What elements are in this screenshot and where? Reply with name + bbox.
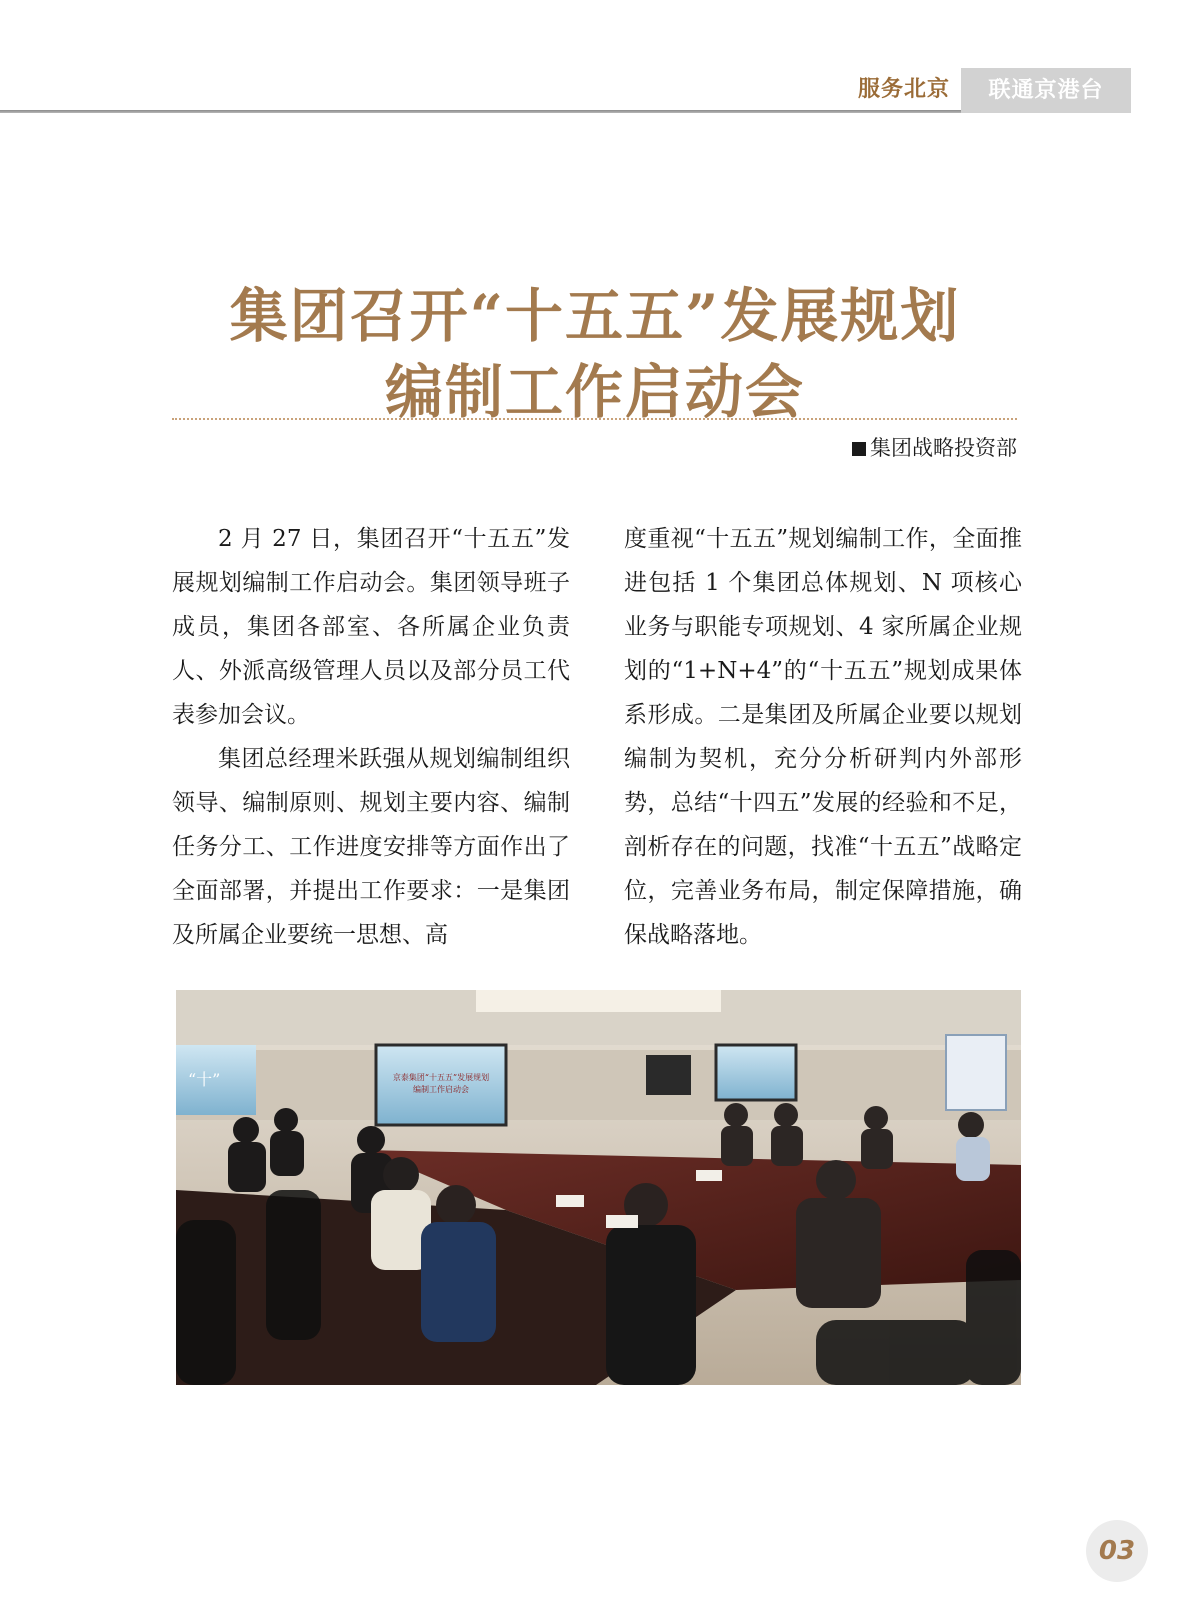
paragraph: 集团总经理米跃强从规划编制组织领导、编制原则、规划主要内容、编制任务分工、工作进度安排等方面作出了全面部署，并提出工作要求：一是集团及所属企业要统一思想、高 [172, 746, 570, 948]
back-wall-panels [176, 1050, 1021, 1120]
ceiling-light [476, 990, 721, 1012]
right-column [624, 517, 1022, 957]
left-column [172, 517, 570, 957]
center-screen-title: 京泰集团“十五五”发展规划 [392, 1073, 490, 1082]
article-title [120, 278, 1070, 430]
small-monitor [646, 1055, 691, 1095]
notice-board [946, 1035, 1006, 1110]
left-screen-text: “十” [188, 1070, 221, 1089]
paragraph: 2 月 27 日，集团召开“十五五”发展规划编制工作启动会。集团领导班子成员，集团各部室、各所属企业负责人、外派高级管理人员以及部分员工代表参加会议。 [172, 526, 570, 728]
paragraph: 度重视“十五五”规划编制工作，全面推进包括 1 个集团总体规划、N 项核心业务与职能专项规划、4 家所属企业规划的“1+N+4”的“十五五”规划成果体系形成。二是集团及所属企业要以规划编制为契机，充分分析研判内外部形势，总结“十四五”发展的经验和不足，剖析存在的问题，找准“十五五”战略定位，完善业务布局，制定保障措施，确保战略落地。 [624, 526, 1022, 948]
section-label: 服务北京 [858, 77, 951, 102]
center-screen-subtitle: 编制工作启动会 [413, 1085, 469, 1094]
title-line-1: 集团召开“十五五”发展规划 [229, 282, 961, 350]
title-divider [172, 418, 1017, 420]
meeting-photo [176, 990, 1021, 1385]
meeting-illustration [176, 990, 1021, 1385]
right-screen [716, 1045, 796, 1100]
byline [852, 432, 1017, 462]
byline-text: 集团战略投资部 [870, 436, 1017, 460]
title-line-2: 编制工作启动会 [384, 358, 805, 426]
page-number: 03 [1086, 1520, 1148, 1582]
column-tab: 联通京港台 [961, 68, 1131, 113]
square-bullet-icon [852, 442, 866, 456]
